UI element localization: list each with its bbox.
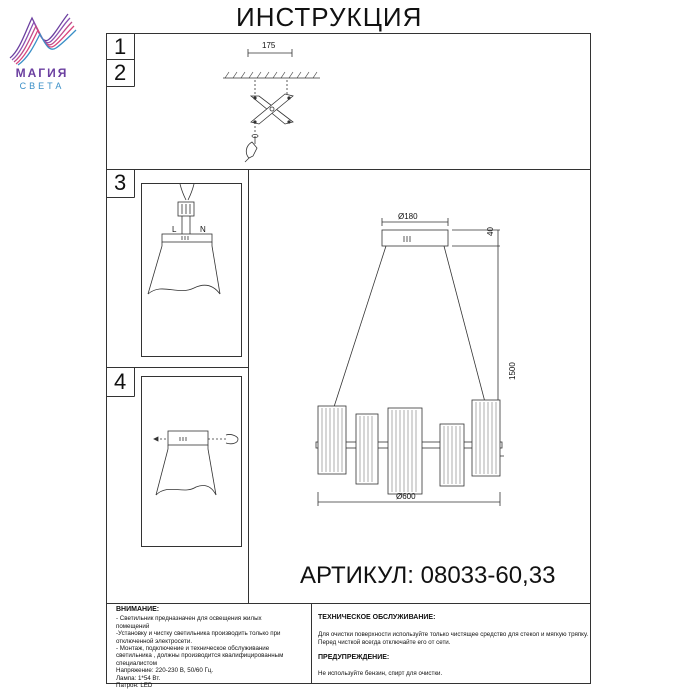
chandelier-dimension-drawing [300, 210, 540, 520]
brand-subtitle: СВЕТА [19, 81, 65, 91]
warning-line: специалистом [116, 659, 157, 667]
caution-text: Не используйте бензин, спирт для очистки. [318, 669, 443, 677]
mounting-bracket-diagram [215, 36, 325, 164]
step-4-number: 4 [114, 369, 127, 394]
maintenance-heading: ТЕХНИЧЕСКОЕ ОБСЛУЖИВАНИЕ: [318, 614, 436, 621]
spec-socket: Патрон: LED [116, 682, 153, 690]
article-number: АРТИКУЛ: 08033-60,33 [300, 562, 556, 589]
warning-line: отключенной электросети. [116, 637, 193, 645]
warning-notes [116, 606, 306, 689]
spec-voltage: Напряжение: 220-230 В, 50/60 Гц. [116, 667, 214, 675]
wire-l-label: L [172, 225, 177, 234]
brand-name: МАГИЯ [15, 66, 69, 80]
total-height-label: 1500 [508, 362, 517, 380]
maintenance-text: Перед чисткой всегда отключайте его от сети. [318, 638, 451, 646]
step-3-number: 3 [114, 170, 127, 195]
body-diameter-label: Ø600 [396, 492, 416, 501]
page-title: ИНСТРУКЦИЯ [236, 2, 423, 32]
warning-heading: ВНИМАНИЕ: [116, 606, 160, 613]
canopy-height-label: 40 [486, 227, 495, 236]
step-1-number: 1 [114, 34, 127, 59]
warning-line: помещений [116, 622, 150, 630]
warning-line: - Светильник предназначен для освещения жилых [116, 615, 262, 623]
caution-heading: ПРЕДУПРЕЖДЕНИЕ: [318, 654, 390, 662]
canopy-fixing-diagram [142, 377, 252, 545]
canopy-diameter-label: Ø180 [398, 212, 418, 221]
maintenance-text: Для очистки поверхности используйте только чистящее средство для стекол и мягкую тряпку. [318, 631, 589, 639]
step-2-number: 2 [114, 60, 127, 85]
warning-line: светильника , должны производится квалифицированным [116, 652, 284, 660]
mount-width-label: 175 [262, 41, 276, 50]
warning-line: - Монтаж, подключение и техническое обслуживание [116, 645, 270, 653]
wiring-diagram [142, 184, 240, 356]
maintenance-notes [318, 614, 589, 677]
spec-lamp: Лампа: 1*54 Вт. [116, 674, 161, 682]
warning-line: -Установку и чистку светильника производить только при [116, 630, 281, 638]
wire-n-label: N [200, 225, 206, 234]
